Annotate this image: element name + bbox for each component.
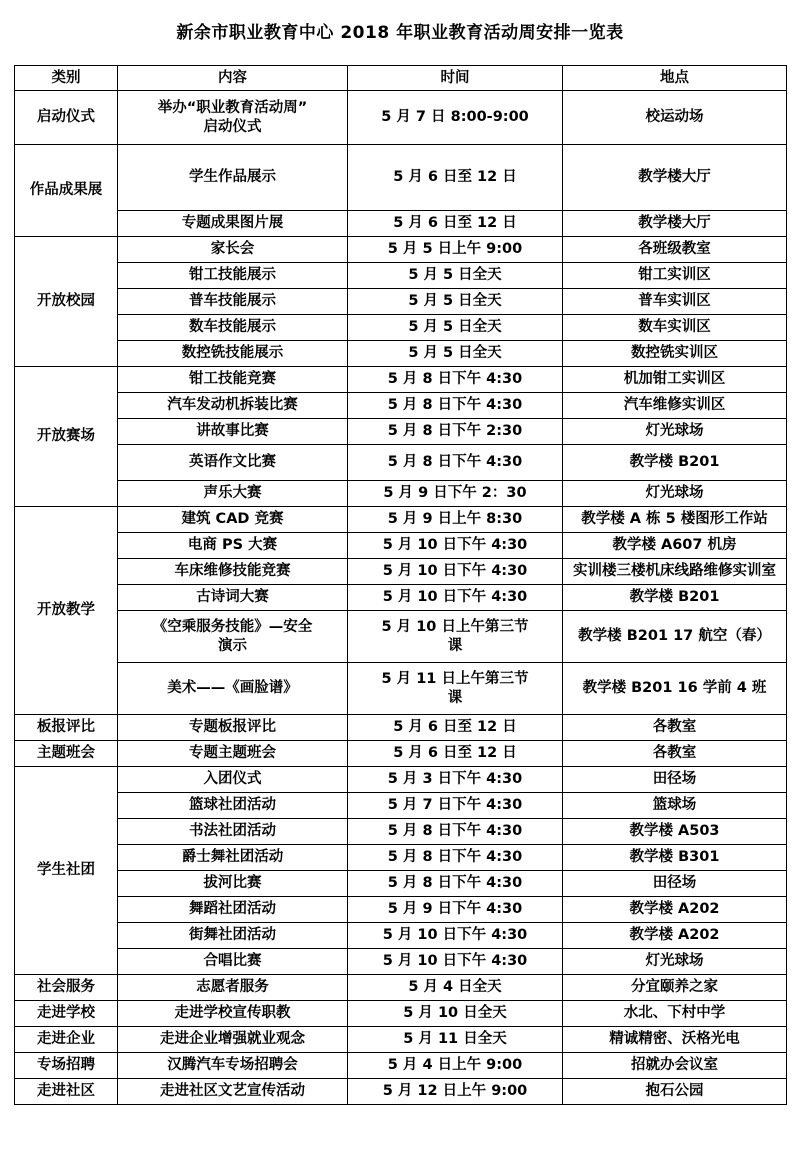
time-cell: 5 月 8 日下午 4:30 xyxy=(348,367,563,393)
place-cell: 实训楼三楼机床线路维修实训室 xyxy=(563,559,787,585)
category-cell: 社会服务 xyxy=(15,975,118,1001)
content-cell: 普车技能展示 xyxy=(118,289,348,315)
time-cell: 5 月 6 日至 12 日 xyxy=(348,145,563,211)
table-row xyxy=(15,1053,787,1079)
place-cell: 教学楼 B201 16 学前 4 班 xyxy=(563,663,787,715)
time-cell: 5 月 10 日下午 4:30 xyxy=(348,585,563,611)
content-cell: 舞蹈社团活动 xyxy=(118,897,348,923)
content-cell: 电商 PS 大赛 xyxy=(118,533,348,559)
table-row xyxy=(15,1079,787,1105)
place-cell: 教学楼 B301 xyxy=(563,845,787,871)
content-cell: 讲故事比赛 xyxy=(118,419,348,445)
time-cell: 5 月 10 日下午 4:30 xyxy=(348,923,563,949)
content-cell: 声乐大赛 xyxy=(118,481,348,507)
time-cell: 5 月 5 日全天 xyxy=(348,341,563,367)
place-cell: 教学楼 B201 17 航空（春） xyxy=(563,611,787,663)
place-cell: 篮球场 xyxy=(563,793,787,819)
table-row xyxy=(15,871,787,897)
time-cell: 5 月 6 日至 12 日 xyxy=(348,715,563,741)
time-cell: 5 月 8 日下午 4:30 xyxy=(348,819,563,845)
category-cell: 走进学校 xyxy=(15,1001,118,1027)
content-cell: 爵士舞社团活动 xyxy=(118,845,348,871)
time-cell: 5 月 8 日下午 4:30 xyxy=(348,393,563,419)
category-cell: 走进社区 xyxy=(15,1079,118,1105)
table-row xyxy=(15,923,787,949)
page-title: 新余市职业教育中心 2018 年职业教育活动周安排一览表 xyxy=(176,23,624,43)
time-cell: 5 月 5 日上午 9:00 xyxy=(348,237,563,263)
table-row xyxy=(15,237,787,263)
time-cell: 5 月 8 日下午 4:30 xyxy=(348,845,563,871)
table-row xyxy=(15,145,787,211)
time-cell: 5 月 10 日上午第三节 课 xyxy=(348,611,563,663)
content-cell: 钳工技能竞赛 xyxy=(118,367,348,393)
category-cell: 主题班会 xyxy=(15,741,118,767)
header-category: 类别 xyxy=(15,66,118,91)
time-cell: 5 月 4 日上午 9:00 xyxy=(348,1053,563,1079)
category-cell: 开放校园 xyxy=(15,237,118,367)
time-cell: 5 月 5 日全天 xyxy=(348,315,563,341)
table-row xyxy=(15,367,787,393)
place-cell: 灯光球场 xyxy=(563,419,787,445)
place-cell: 教学楼大厅 xyxy=(563,145,787,211)
content-cell: 合唱比赛 xyxy=(118,949,348,975)
time-cell: 5 月 10 日下午 4:30 xyxy=(348,559,563,585)
content-cell: 走进企业增强就业观念 xyxy=(118,1027,348,1053)
time-cell: 5 月 10 日下午 4:30 xyxy=(348,533,563,559)
table-row xyxy=(15,211,787,237)
time-cell: 5 月 11 日上午第三节 课 xyxy=(348,663,563,715)
time-cell: 5 月 8 日下午 4:30 xyxy=(348,871,563,897)
content-cell: 走进学校宣传职教 xyxy=(118,1001,348,1027)
table-row xyxy=(15,419,787,445)
place-cell: 钳工实训区 xyxy=(563,263,787,289)
table-row xyxy=(15,845,787,871)
content-cell: 英语作文比赛 xyxy=(118,445,348,481)
table-row xyxy=(15,975,787,1001)
table-body xyxy=(15,91,787,1105)
category-cell: 板报评比 xyxy=(15,715,118,741)
time-cell: 5 月 7 日下午 4:30 xyxy=(348,793,563,819)
table-row xyxy=(15,445,787,481)
place-cell: 校运动场 xyxy=(563,91,787,145)
time-cell: 5 月 5 日全天 xyxy=(348,289,563,315)
place-cell: 分宜颐养之家 xyxy=(563,975,787,1001)
time-cell: 5 月 9 日上午 8:30 xyxy=(348,507,563,533)
place-cell: 教学楼 B201 xyxy=(563,585,787,611)
header-time: 时间 xyxy=(348,66,563,91)
place-cell: 抱石公园 xyxy=(563,1079,787,1105)
time-cell: 5 月 8 日下午 2:30 xyxy=(348,419,563,445)
place-cell: 机加钳工实训区 xyxy=(563,367,787,393)
place-cell: 灯光球场 xyxy=(563,949,787,975)
content-cell: 走进社区文艺宣传活动 xyxy=(118,1079,348,1105)
place-cell: 精诚精密、沃格光电 xyxy=(563,1027,787,1053)
table-header-row xyxy=(15,66,787,91)
content-cell: 专题成果图片展 xyxy=(118,211,348,237)
place-cell: 各教室 xyxy=(563,715,787,741)
content-cell: 汽车发动机拆装比赛 xyxy=(118,393,348,419)
content-cell: 建筑 CAD 竞赛 xyxy=(118,507,348,533)
content-cell: 书法社团活动 xyxy=(118,819,348,845)
table-row xyxy=(15,289,787,315)
category-cell: 专场招聘 xyxy=(15,1053,118,1079)
table-row xyxy=(15,393,787,419)
place-cell: 教学楼 A202 xyxy=(563,897,787,923)
table-row xyxy=(15,1027,787,1053)
content-cell: 汉腾汽车专场招聘会 xyxy=(118,1053,348,1079)
place-cell: 教学楼大厅 xyxy=(563,211,787,237)
content-cell: 数车技能展示 xyxy=(118,315,348,341)
content-cell: 《空乘服务技能》—安全 演示 xyxy=(118,611,348,663)
place-cell: 各教室 xyxy=(563,741,787,767)
schedule-table xyxy=(14,65,787,1105)
table-row xyxy=(15,91,787,145)
place-cell: 田径场 xyxy=(563,871,787,897)
header-place: 地点 xyxy=(563,66,787,91)
content-cell: 数控铣技能展示 xyxy=(118,341,348,367)
time-cell: 5 月 7 日 8:00-9:00 xyxy=(348,91,563,145)
table-row xyxy=(15,559,787,585)
table-row xyxy=(15,897,787,923)
place-cell: 招就办会议室 xyxy=(563,1053,787,1079)
content-cell: 古诗词大赛 xyxy=(118,585,348,611)
place-cell: 田径场 xyxy=(563,767,787,793)
place-cell: 教学楼 B201 xyxy=(563,445,787,481)
table-row xyxy=(15,533,787,559)
place-cell: 各班级教室 xyxy=(563,237,787,263)
time-cell: 5 月 9 日下午 4:30 xyxy=(348,897,563,923)
place-cell: 教学楼 A607 机房 xyxy=(563,533,787,559)
time-cell: 5 月 11 日全天 xyxy=(348,1027,563,1053)
place-cell: 灯光球场 xyxy=(563,481,787,507)
table-row xyxy=(15,263,787,289)
category-cell: 启动仪式 xyxy=(15,91,118,145)
category-cell: 作品成果展 xyxy=(15,145,118,237)
table-row xyxy=(15,1001,787,1027)
time-cell: 5 月 4 日全天 xyxy=(348,975,563,1001)
place-cell: 普车实训区 xyxy=(563,289,787,315)
table-row xyxy=(15,663,787,715)
table-row xyxy=(15,481,787,507)
content-cell: 车床维修技能竞赛 xyxy=(118,559,348,585)
category-cell: 开放赛场 xyxy=(15,367,118,507)
table-row xyxy=(15,341,787,367)
time-cell: 5 月 3 日下午 4:30 xyxy=(348,767,563,793)
time-cell: 5 月 6 日至 12 日 xyxy=(348,741,563,767)
place-cell: 教学楼 A 栋 5 楼图形工作站 xyxy=(563,507,787,533)
table-row xyxy=(15,315,787,341)
time-cell: 5 月 9 日下午 2：30 xyxy=(348,481,563,507)
place-cell: 教学楼 A503 xyxy=(563,819,787,845)
place-cell: 水北、下村中学 xyxy=(563,1001,787,1027)
place-cell: 汽车维修实训区 xyxy=(563,393,787,419)
time-cell: 5 月 8 日下午 4:30 xyxy=(348,445,563,481)
content-cell: 入团仪式 xyxy=(118,767,348,793)
category-cell: 开放教学 xyxy=(15,507,118,715)
time-cell: 5 月 5 日全天 xyxy=(348,263,563,289)
table-row xyxy=(15,741,787,767)
category-cell: 走进企业 xyxy=(15,1027,118,1053)
content-cell: 学生作品展示 xyxy=(118,145,348,211)
content-cell: 专题板报评比 xyxy=(118,715,348,741)
time-cell: 5 月 10 日下午 4:30 xyxy=(348,949,563,975)
content-cell: 街舞社团活动 xyxy=(118,923,348,949)
content-cell: 拔河比赛 xyxy=(118,871,348,897)
content-cell: 钳工技能展示 xyxy=(118,263,348,289)
table-row xyxy=(15,793,787,819)
category-cell: 学生社团 xyxy=(15,767,118,975)
time-cell: 5 月 6 日至 12 日 xyxy=(348,211,563,237)
place-cell: 教学楼 A202 xyxy=(563,923,787,949)
table-row xyxy=(15,611,787,663)
time-cell: 5 月 10 日全天 xyxy=(348,1001,563,1027)
table-row xyxy=(15,507,787,533)
table-row xyxy=(15,715,787,741)
time-cell: 5 月 12 日上午 9:00 xyxy=(348,1079,563,1105)
content-cell: 志愿者服务 xyxy=(118,975,348,1001)
table-row xyxy=(15,949,787,975)
place-cell: 数控铣实训区 xyxy=(563,341,787,367)
table-row xyxy=(15,767,787,793)
content-cell: 专题主题班会 xyxy=(118,741,348,767)
content-cell: 美术——《画脸谱》 xyxy=(118,663,348,715)
place-cell: 数车实训区 xyxy=(563,315,787,341)
table-row xyxy=(15,819,787,845)
header-content: 内容 xyxy=(118,66,348,91)
content-cell: 家长会 xyxy=(118,237,348,263)
content-cell: 篮球社团活动 xyxy=(118,793,348,819)
table-row xyxy=(15,585,787,611)
content-cell: 举办“职业教育活动周” 启动仪式 xyxy=(118,91,348,145)
